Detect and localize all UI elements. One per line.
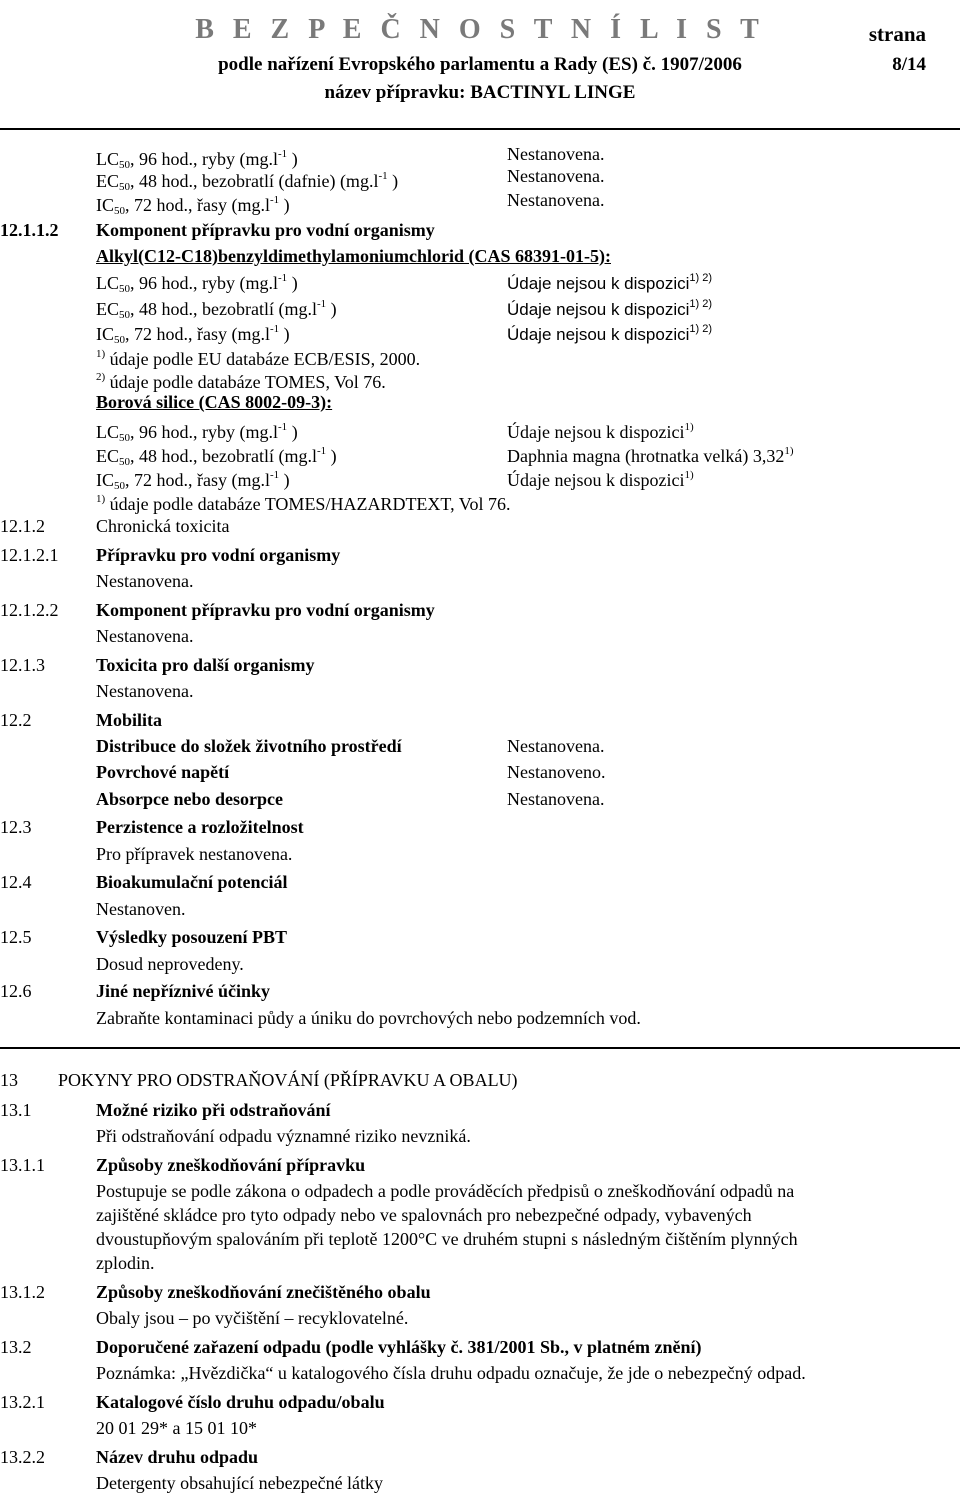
section-title: Jiné nepříznivé účinky — [96, 981, 271, 1001]
section-title: Doporučené zařazení odpadu (podle vyhlášky č. 381/2001 Sb., v platném znění) — [96, 1337, 702, 1357]
section-text: Při odstraňování odpadu významné riziko nevzniká. — [96, 1126, 471, 1146]
header-divider — [0, 128, 960, 130]
lc50-fish-value: Údaje nejsou k dispozici$^{1) 2)}$ — [507, 272, 713, 293]
product-name: název přípravku: BACTINYL LINGE — [324, 82, 636, 103]
section-title: Způsoby zneškodňování znečištěného obalu — [96, 1282, 431, 1302]
lc50-fish-row: $LC_{50}$, 96 hod., ryby ($mg.l^{-1}$ ) — [96, 421, 298, 444]
ic50-algae-value: Údaje nejsou k dispozici$^{1)}$ — [507, 469, 694, 490]
section-title: Perzistence a rozložitelnost — [96, 817, 304, 837]
section-text: Obaly jsou – po vyčištění – recyklovatelné. — [96, 1308, 409, 1328]
mobility-label: Absorpce nebo desorpce — [96, 789, 283, 809]
section-text: Dosud neprovedeny. — [96, 954, 244, 974]
ic50-algae-row: $IC_{50}$, 72 hod., řasy ($mg.l^{-1}$ ) — [96, 323, 290, 346]
section-number: 12.1.1.2 — [0, 220, 59, 240]
component-name: Borová silice (CAS 8002-09-3): — [96, 392, 333, 412]
document-title: B E Z P E Č N O S T N Í L I S T — [195, 14, 765, 45]
section-title: Katalogové číslo druhu odpadu/obalu — [96, 1392, 385, 1412]
section-text: Nestanovena. — [96, 681, 194, 701]
section-divider — [0, 1047, 960, 1049]
lc50-fish-value: Údaje nejsou k dispozici$^{1)}$ — [507, 421, 694, 442]
ec50-invert-value: Údaje nejsou k dispozici$^{1) 2)}$ — [507, 298, 713, 319]
section-number: 12.1.2.1 — [0, 545, 59, 565]
section-number: 12.5 — [0, 927, 32, 947]
component-name: Alkyl(C12-C18)benzyldimethylamoniumchlorid (CAS 68391-01-5): — [96, 246, 611, 266]
section-title: Toxicita pro další organismy — [96, 655, 315, 675]
mobility-label: Distribuce do složek životního prostředí — [96, 736, 402, 756]
mobility-value: Nestanovena. — [507, 736, 605, 756]
section-heading: POKYNY PRO ODSTRAŇOVÁNÍ (PŘÍPRAVKU A OBALU) — [58, 1070, 518, 1090]
footnote: $^{1)}$ údaje podle databáze TOMES/HAZARDTEXT, Vol 76. — [96, 493, 511, 514]
section-number: 12.1.2.2 — [0, 600, 59, 620]
section-text: Poznámka: „Hvězdička“ u katalogového čísla druhu odpadu označuje, že jde o nebezpečný odpad. — [96, 1363, 806, 1383]
paragraph-line: dvoustupňovým spalováním při teplotě 1200°C ve druhém stupni s následným čištěním plynných — [96, 1229, 798, 1249]
ec50-daphnia-row: $EC_{50}$, 48 hod., bezobratlí (dafnie) ($mg.l^{-1}$ ) — [96, 170, 399, 193]
ic50-algae-row: $IC_{50}$, 72 hod., řasy ($mg.l^{-1}$ ) — [96, 194, 290, 217]
section-title: Komponent přípravku pro vodní organismy — [96, 600, 435, 620]
waste-code: 20 01 29* a 15 01 10* — [96, 1418, 257, 1438]
section-text: Nestanoven. — [96, 899, 186, 919]
section-number: 13.1 — [0, 1100, 32, 1120]
section-title: Mobilita — [96, 710, 162, 730]
section-number: 12.2 — [0, 710, 32, 730]
section-number: 12.1.2 — [0, 516, 45, 536]
section-text: Nestanovena. — [96, 571, 194, 591]
footnote: $^{1)}$ údaje podle EU databáze ECB/ESIS, 2000. — [96, 348, 421, 369]
mobility-label: Povrchové napětí — [96, 762, 230, 782]
paragraph-line: zajištěné skládce pro tyto odpady nebo ve spalovnách pro nebezpečné odpady, vybavených — [96, 1205, 752, 1225]
section-title: Komponent přípravku pro vodní organismy — [96, 220, 435, 240]
section-number: 13.2 — [0, 1337, 32, 1357]
paragraph-line: Postupuje se podle zákona o odpadech a podle prováděcích předpisů o zneškodňování odpadů na — [96, 1181, 795, 1201]
ec50-daphnia-value: Nestanovena. — [507, 166, 605, 186]
lc50-fish-row: $LC_{50}$, 96 hod., ryby ($mg.l^{-1}$ ) — [96, 272, 298, 295]
section-number: 13 — [0, 1070, 18, 1090]
section-title: Způsoby zneškodňování přípravku — [96, 1155, 366, 1175]
section-title: Chronická toxicita — [96, 516, 230, 536]
section-number: 13.2.1 — [0, 1392, 45, 1412]
ec50-invert-value: Daphnia magna (hrotnatka velká) 3,32$^{1)}$ — [507, 445, 794, 466]
section-title: Možné riziko při odstraňování — [96, 1100, 331, 1120]
section-number: 13.1.2 — [0, 1282, 45, 1302]
section-text: Pro přípravek nestanovena. — [96, 844, 293, 864]
section-number: 12.1.3 — [0, 655, 45, 675]
section-text: Nestanovena. — [96, 626, 194, 646]
section-number: 13.2.2 — [0, 1447, 45, 1467]
section-title: Přípravku pro vodní organismy — [96, 545, 341, 565]
mobility-value: Nestanoveno. — [507, 762, 606, 782]
waste-name: Detergenty obsahující nebezpečné látky — [96, 1473, 384, 1493]
section-title: Bioakumulační potenciál — [96, 872, 288, 892]
page-label: strana — [868, 22, 926, 46]
section-title: Název druhu odpadu — [96, 1447, 259, 1467]
paragraph-line: zplodin. — [96, 1253, 155, 1273]
section-title: Výsledky posouzení PBT — [96, 927, 288, 947]
ec50-invert-row: $EC_{50}$, 48 hod., bezobratlí ($mg.l^{-1}$ ) — [96, 298, 337, 321]
mobility-value: Nestanovena. — [507, 789, 605, 809]
ic50-algae-value: Údaje nejsou k dispozici$^{1) 2)}$ — [507, 323, 713, 344]
footnote: $^{2)}$ údaje podle databáze TOMES, Vol 76. — [96, 371, 386, 392]
section-number: 12.6 — [0, 981, 32, 1001]
lc50-fish-value: Nestanovena. — [507, 144, 605, 164]
section-number: 13.1.1 — [0, 1155, 45, 1175]
ec50-invert-row: $EC_{50}$, 48 hod., bezobratlí ($mg.l^{-1}$ ) — [96, 445, 337, 468]
regulation-line: podle nařízení Evropského parlamentu a Rady (ES) č. 1907/2006 — [218, 54, 742, 75]
section-number: 12.3 — [0, 817, 32, 837]
section-text: Zabraňte kontaminaci půdy a úniku do povrchových nebo podzemních vod. — [96, 1008, 641, 1028]
section-number: 12.4 — [0, 872, 32, 892]
ic50-algae-value: Nestanovena. — [507, 190, 605, 210]
page-number: 8/14 — [892, 54, 926, 75]
lc50-fish-row: $LC_{50}$, 96 hod., ryby ($mg.l^{-1}$ ) — [96, 148, 298, 171]
ic50-algae-row: $IC_{50}$, 72 hod., řasy ($mg.l^{-1}$ ) — [96, 469, 290, 492]
